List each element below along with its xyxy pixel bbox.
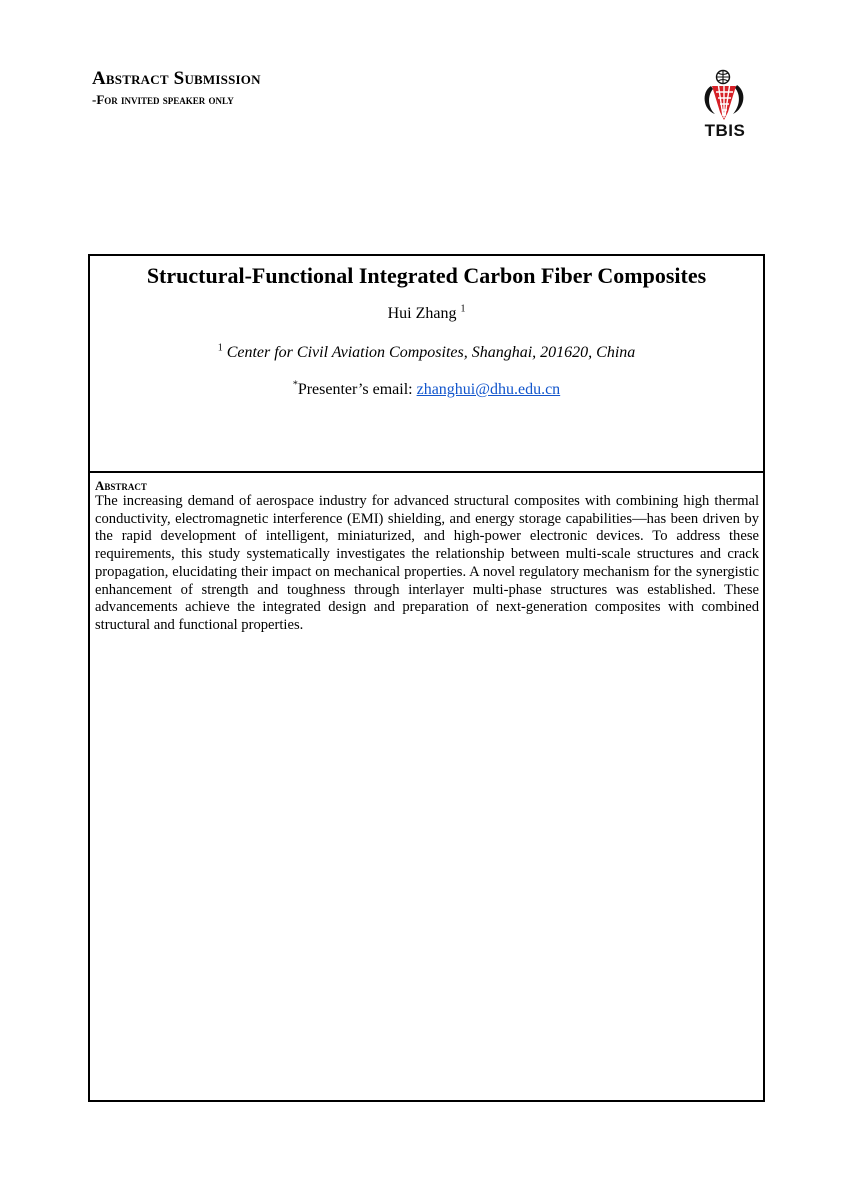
email-link[interactable]: zhanghui@dhu.edu.cn — [416, 381, 561, 398]
email-superscript: * — [292, 379, 298, 391]
logo-text: TBIS — [704, 121, 746, 140]
tbis-logo — [697, 68, 757, 142]
abstract-heading: Abstract — [95, 478, 147, 493]
author-name: Hui Zhang — [387, 305, 457, 322]
email-label: Presenter’s email: — [297, 381, 417, 398]
affiliation-text: Center for Civil Aviation Composites, Shanghai, 201620, China — [226, 344, 636, 361]
email-line — [90, 380, 763, 400]
submission-header-subtitle: -For invited speaker only — [92, 92, 234, 107]
abstract-body: The increasing demand of aerospace industry for advanced structural composites with combining high thermal conductivity, electromagnetic interference (EMI) shielding, and energy storage capabilities—has been driven by the rapid development of intelligent, miniaturized, and high-power electronic devices. To address these requirements, this study systematically investigates the relationship between multi-scale structures and crack propagation, elucidating their impact on mechanical properties. A novel regulatory mechanism for the synergistic enhancement of strength and toughness through interlayer multi-phase structures was established. These advancements achieve the integrated design and preparation of next-generation composites with combined structural and functional properties. — [95, 493, 759, 633]
author-superscript: 1 — [460, 303, 466, 315]
tbis-globe-logo-icon — [697, 68, 753, 122]
submission-header-title: Abstract Submission — [92, 68, 261, 89]
paper-title: Structural-Functional Integrated Carbon Fiber Composites — [146, 263, 707, 288]
author-line — [90, 304, 763, 324]
affiliation-line — [90, 343, 763, 363]
abstract-box — [88, 471, 765, 1102]
title-box — [88, 254, 765, 473]
affiliation-superscript: 1 — [217, 342, 223, 354]
